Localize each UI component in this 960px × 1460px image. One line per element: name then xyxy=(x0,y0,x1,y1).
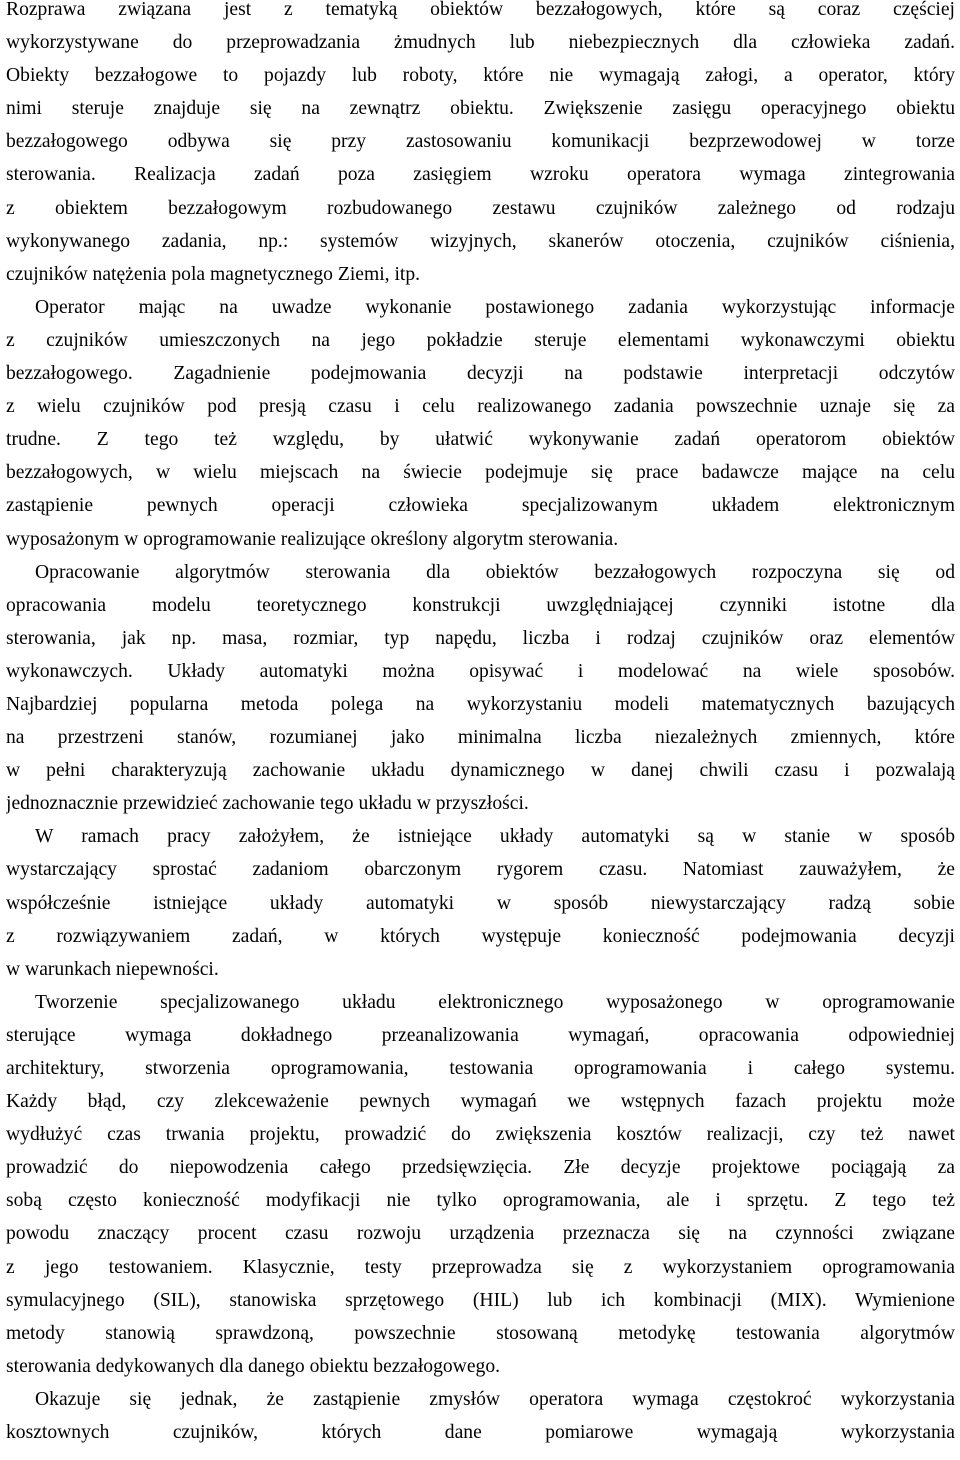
text-line: architektury, stworzenia oprogramowania, testowania oprogramowania i całego systemu. xyxy=(6,1058,955,1079)
text-line: Operator mając na uwadze wykonanie postawionego zadania wykorzystując informacje xyxy=(35,296,955,318)
text-line: z jego testowaniem. Klasycznie, testy przeprowadza się z wykorzystaniem oprogramowania xyxy=(6,1256,955,1278)
text-line: w warunkach niepewności. xyxy=(6,958,219,980)
text-line: sterowania, jak np. masa, rozmiar, typ napędu, liczba i rodzaj czujników oraz elementów xyxy=(6,627,955,649)
text-line: nimi steruje znajduje się na zewnątrz obiektu. Zwiększenie zasięgu operacyjnego obiektu xyxy=(6,98,955,120)
text-line: Rozprawa związana jest z tematyką obiektów bezzałogowych, które są coraz częściej xyxy=(6,0,955,20)
text-line: zastąpienie pewnych operacji człowieka specjalizowanym układem elektronicznym xyxy=(6,495,955,517)
text-line: współcześnie istniejące układy automatyki w sposób niewystarczający radzą sobie xyxy=(6,892,955,914)
text-line: bezzałogowego. Zagadnienie podejmowania decyzji na podstawie interpretacji odczytów xyxy=(6,363,955,385)
text-line: z wielu czujników pod presją czasu i celu realizowanego zadania powszechnie uznaje się za xyxy=(6,396,955,418)
text-line: jednoznacznie przewidzieć zachowanie tego układu w przyszłości. xyxy=(6,793,529,815)
text-line: W ramach pracy założyłem, że istniejące układy automatyki są w stanie w sposób xyxy=(35,826,955,848)
text-line: prowadzić do niepowodzenia całego przedsięwzięcia. Złe decyzje projektowe pociągają za xyxy=(6,1157,955,1179)
text-line: z rozwiązywaniem zadań, w których występuje konieczność podejmowania decyzji xyxy=(6,925,955,947)
text-line: sterowania dedykowanych dla danego obiektu bezzałogowego. xyxy=(6,1355,501,1377)
text-line: symulacyjnego (SIL), stanowiska sprzętowego (HIL) lub ich kombinacji (MIX). Wymienione xyxy=(6,1289,955,1311)
text-line: wystarczający sprostać zadaniom obarczonym rygorem czasu. Natomiast zauważyłem, że xyxy=(6,859,955,881)
text-line: wydłużyć czas trwania projektu, prowadzić do zwiększenia kosztów realizacji, czy też nawet xyxy=(6,1124,955,1146)
text-line: wykonawczych. Układy automatyki można opisywać i modelować na wiele sposobów. xyxy=(6,660,955,682)
text-line: wykonywanego zadania, np.: systemów wizyjnych, skanerów otoczenia, czujników ciśnienia, xyxy=(6,230,955,252)
text-line: metody stanowią sprawdzoną, powszechnie stosowaną metodykę testowania algorytmów xyxy=(6,1322,955,1344)
text-line: z obiektem bezzałogowym rozbudowanego zestawu czujników zależnego od rodzaju xyxy=(6,197,955,219)
text-line: sterowania. Realizacja zadań poza zasięgiem wzroku operatora wymaga zintegrowania xyxy=(6,164,955,186)
text-line: sterujące wymaga dokładnego przeanalizowania wymagań, opracowania odpowiedniej xyxy=(6,1024,955,1046)
text-line: w pełni charakteryzują zachowanie układu dynamicznego w danej chwili czasu i pozwalają xyxy=(6,760,955,782)
text-line: na przestrzeni stanów, rozumianej jako minimalna liczba niezależnych zmiennych, które xyxy=(6,727,955,749)
text-line: z czujników umieszczonych na jego pokładzie steruje elementami wykonawczymi obiektu xyxy=(6,329,955,351)
text-line: bezzałogowego odbywa się przy zastosowaniu komunikacji bezprzewodowej w torze xyxy=(6,131,955,153)
text-line: powodu znaczący procent czasu rozwoju urządzenia przeznacza się na czynności związane xyxy=(6,1223,955,1245)
text-line: wyposażonym w oprogramowanie realizujące określony algorytm sterowania. xyxy=(6,528,619,550)
document-page xyxy=(6,0,955,1449)
text-line: Każdy błąd, czy zlekceważenie pewnych wymagań we wstępnych fazach projektu może xyxy=(6,1091,955,1113)
text-line: bezzałogowych, w wielu miejscach na świecie podejmuje się prace badawcze mające na celu xyxy=(6,462,955,484)
text-line: Okazuje się jednak, że zastąpienie zmysłów operatora wymaga częstokroć wykorzystania xyxy=(35,1388,955,1410)
text-line: opracowania modelu teoretycznego konstrukcji uwzględniającej czynniki istotne dla xyxy=(6,594,955,616)
text-line: wykorzystywane do przeprowadzania żmudnych lub niebezpiecznych dla człowieka zadań. xyxy=(6,32,955,54)
text-line: Tworzenie specjalizowanego układu elektronicznego wyposażonego w oprogramowanie xyxy=(35,991,955,1013)
text-line: czujników natężenia pola magnetycznego Ziemi, itp. xyxy=(6,263,421,285)
text-line: kosztownych czujników, których dane pomiarowe wymagają wykorzystania xyxy=(6,1422,955,1444)
text-line: Opracowanie algorytmów sterowania dla obiektów bezzałogowych rozpoczyna się od xyxy=(35,561,955,583)
text-line: Obiekty bezzałogowe to pojazdy lub roboty, które nie wymagają załogi, a operator, który xyxy=(6,65,955,87)
text-line: trudne. Z tego też względu, by ułatwić wykonywanie zadań operatorom obiektów xyxy=(6,429,955,451)
text-line: sobą często konieczność modyfikacji nie tylko oprogramowania, ale i sprzętu. Z tego też xyxy=(6,1190,955,1212)
text-line: Najbardziej popularna metoda polega na wykorzystaniu modeli matematycznych bazujących xyxy=(6,693,955,715)
